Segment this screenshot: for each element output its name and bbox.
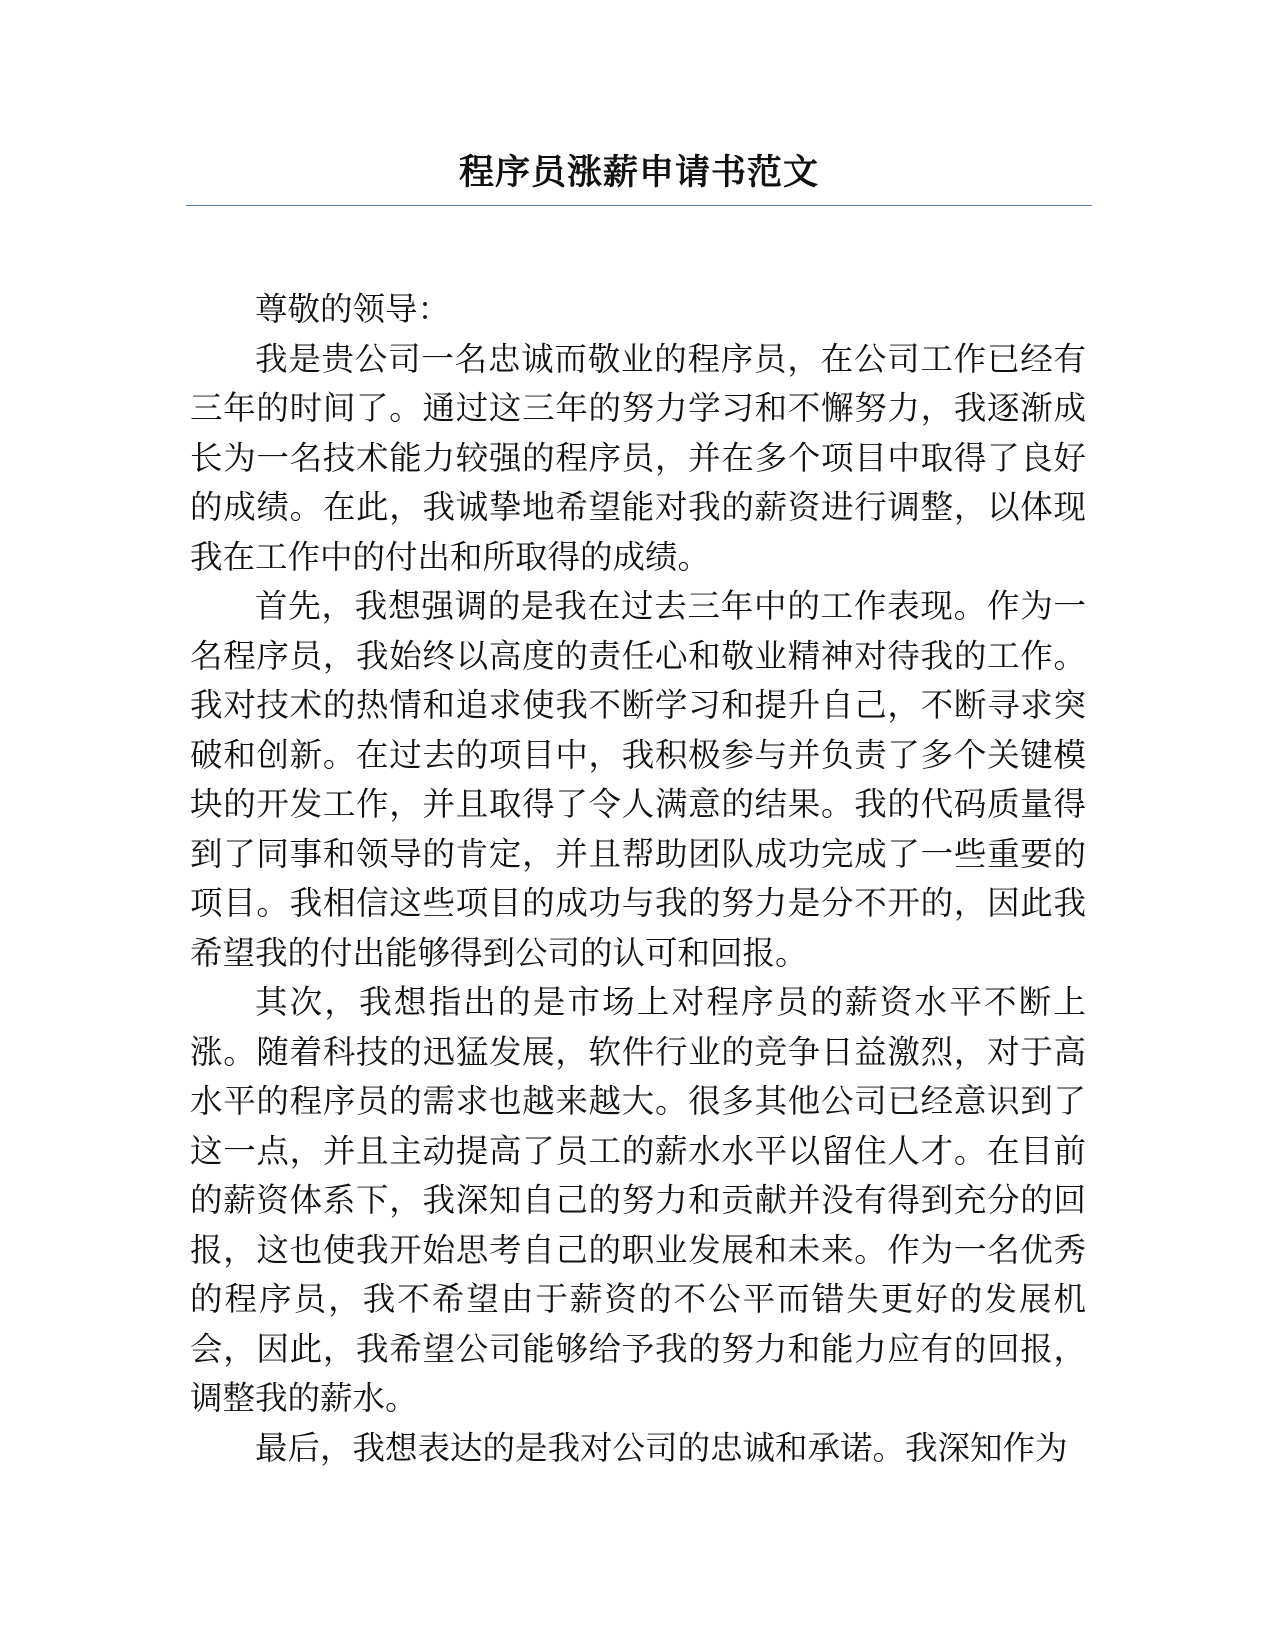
salutation: 尊敬的领导：	[255, 290, 451, 328]
paragraph-3: 其次，我想指出的是市场上对程序员的薪资水平不断上涨。随着科技的迅猛发展，软件行业的竞争日益激烈，对于高水平的程序员的需求也越来越大。很多其他公司已经意识到了这一点，并且主动提高了员工的薪水水平以留住人才。在目前的薪资体系下，我深知自己的努力和贡献并没有得到充分的回报，这也使我开始思考自己的职业发展和未来。作为一名优秀的程序员，我不希望由于薪资的不公平而错失更好的发展机会，因此，我希望公司能够给予我的努力和能力应有的回报，调整我的薪水。	[190, 983, 1086, 1417]
document-title: 程序员涨薪申请书范文	[458, 152, 819, 193]
title-underline	[186, 205, 1092, 206]
paragraph-2: 首先，我想强调的是我在过去三年中的工作表现。作为一名程序员，我始终以高度的责任心和敬业精神对待我的工作。我对技术的热情和追求使我不断学习和提升自己，不断寻求突破和创新。在过去的项目中，我积极参与并负责了多个关键模块的开发工作，并且取得了令人满意的结果。我的代码质量得到了同事和领导的肯定，并且帮助团队成功完成了一些重要的项目。我相信这些项目的成功与我的努力是分不开的，因此我希望我的付出能够得到公司的认可和回报。	[190, 587, 1086, 972]
paragraph-4: 最后，我想表达的是我对公司的忠诚和承诺。我深知作为	[255, 1428, 1068, 1467]
paragraph-1: 我是贵公司一名忠诚而敬业的程序员，在公司工作已经有三年的时间了。通过这三年的努力学习和不懈努力，我逐渐成长为一名技术能力较强的程序员，并在多个项目中取得了良好的成绩。在此，我诚挚地希望能对我的薪资进行调整，以体现我在工作中的付出和所取得的成绩。	[190, 339, 1086, 576]
document-body	[190, 285, 1086, 1473]
